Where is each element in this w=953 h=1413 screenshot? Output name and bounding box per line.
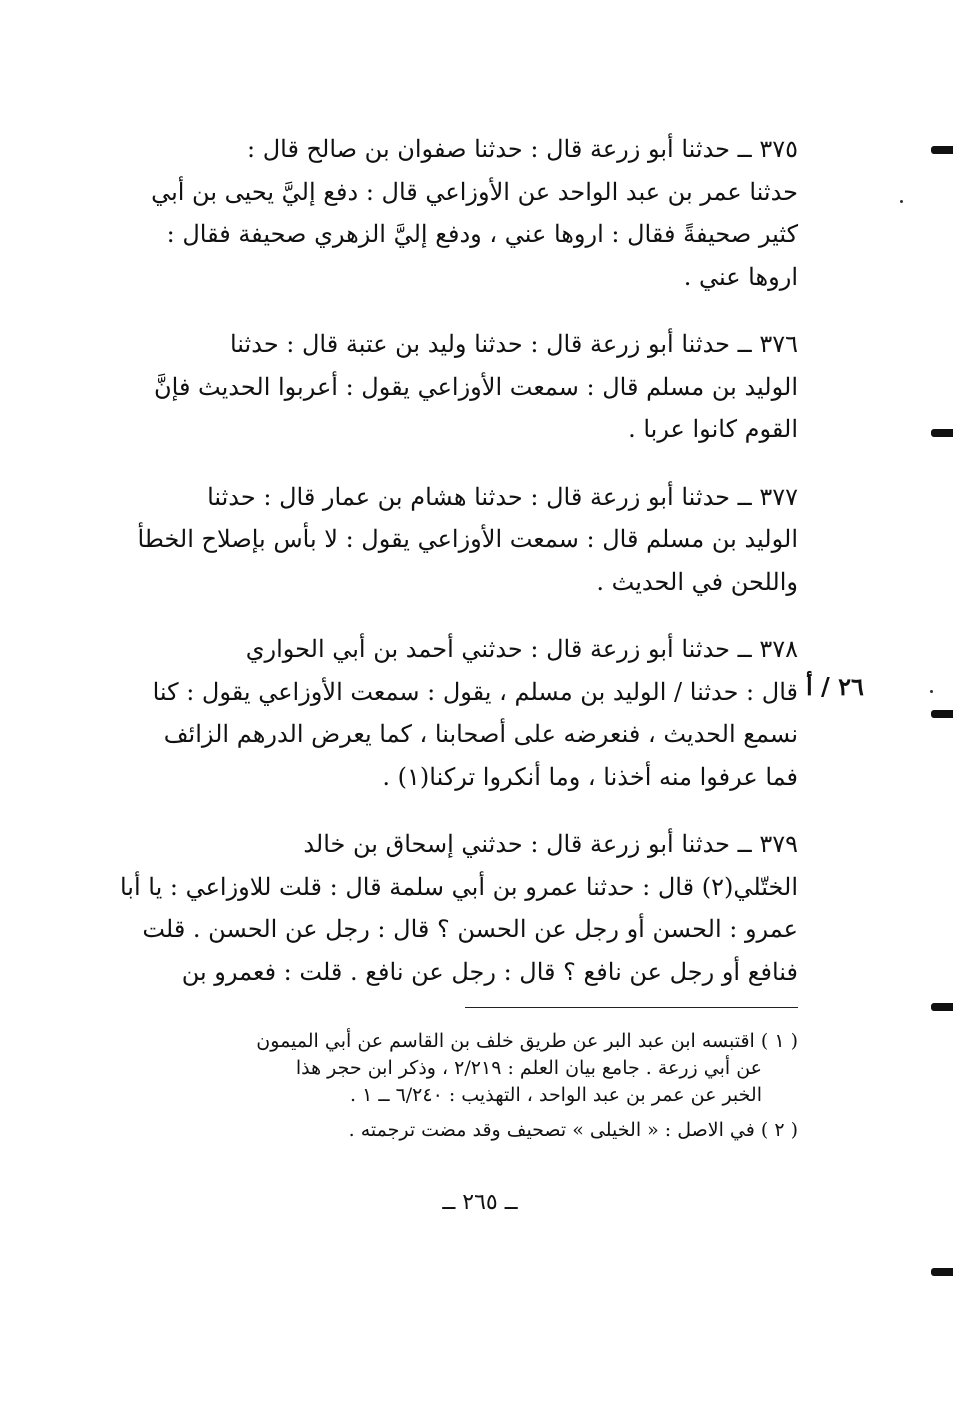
page-number: ــ ٢٦٥ ــ	[442, 1190, 518, 1215]
binding-edge-mark	[931, 1268, 953, 1276]
text-line: الوليد بن مسلم قال : سمعت الأوزاعي يقول : أعربوا الحديث فإنَّ	[154, 372, 798, 401]
text-line: اروها عني .	[683, 262, 798, 291]
binding-edge-mark	[931, 1003, 953, 1011]
text-line: نسمع الحديث ، فنعرضه على أصحابنا ، كما يعرض الدرهم الزائف	[163, 720, 798, 748]
hadith-entry-377	[137, 476, 798, 604]
text-line: ٣٧٦ ــ حدثنا أبو زرعة قال : حدثنا وليد بن عتبة قال : حدثنا	[229, 330, 798, 358]
footnote-line: ( ١ ) اقتبسه ابن عبد البر عن طريق خلف بن القاسم عن أبي الميمون	[256, 1030, 798, 1052]
text-line: فنافع أو رجل عن نافع ؟ قال : رجل عن نافع . قلت : فعمرو بن	[181, 957, 798, 986]
binding-edge-mark	[931, 146, 953, 154]
text-line: ٣٧٧ ــ حدثنا أبو زرعة قال : حدثنا هشام بن عمار قال : حدثنا	[207, 482, 798, 511]
binding-edge-mark	[931, 429, 953, 437]
footnote-line: الخبر عن عمر بن عبد الواحد ، التهذيب : ٦/٢٤٠ ــ ١ .	[350, 1084, 762, 1106]
footnote-2	[150, 1117, 798, 1144]
hadith-entry-378	[150, 628, 798, 798]
text-line: ٣٧٥ ــ حدثنا أبو زرعة قال : حدثنا صفوان بن صالح قال :	[246, 135, 798, 163]
text-line: الختّلي(٢) قال : حدثنا عمرو بن أبي سلمة قال : قلت للاوزاعي : يا أبا	[119, 872, 798, 901]
text-line: قال : حدثنا / الوليد بن مسلم ، يقول : سمعت الأوزاعي يقول : كنا	[152, 677, 798, 706]
footnotes	[150, 1028, 798, 1152]
text-line: فما عرفوا منه أخذنا ، وما أنكروا تركنا(١) .	[382, 762, 798, 791]
hadith-entry-375	[150, 128, 798, 298]
text-line: ٣٧٨ ــ حدثنا أبو زرعة قال : حدثني أحمد بن أبي الحواري	[245, 635, 798, 663]
footnote-1	[150, 1028, 798, 1109]
text-line: الوليد بن مسلم قال : سمعت الأوزاعي يقول : لا بأس بإصلاح الخطأ	[137, 525, 798, 553]
hadith-entry-376	[150, 323, 798, 451]
footnote-line: عن أبي زرعة . جامع بيان العلم : ٢/٢١٩ ، وذكر ابن حجر هذا	[295, 1057, 762, 1079]
footnote-divider	[465, 1007, 798, 1008]
main-text	[119, 128, 798, 1018]
hadith-entry-379	[119, 823, 798, 993]
text-line: حدثنا عمر بن عبد الواحد عن الأوزاعي قال : دفع إليَّ يحيى بن أبي	[151, 177, 798, 206]
footnote-line: ( ٢ ) في الاصل : « الخيلى » تصحيف وقد مضت ترجمته .	[348, 1119, 798, 1141]
text-line: كثير صحيفةً فقال : اروها عني ، ودفع إليَّ الزهري صحيفة فقال :	[166, 220, 798, 248]
text-line: واللحن في الحديث .	[596, 567, 798, 596]
text-line: ٣٧٩ ــ حدثنا أبو زرعة قال : حدثني إسحاق بن خالد	[303, 830, 798, 858]
text-line: عمرو : الحسن أو رجل عن الحسن ؟ قال : رجل عن الحسن . قلت	[142, 915, 798, 943]
scan-speck	[900, 200, 903, 203]
scan-speck	[930, 690, 933, 693]
binding-edge-mark	[931, 710, 953, 718]
text-line: القوم كانوا عربا .	[628, 415, 798, 443]
manuscript-folio-reference: ٢٦ / أ	[806, 672, 864, 701]
